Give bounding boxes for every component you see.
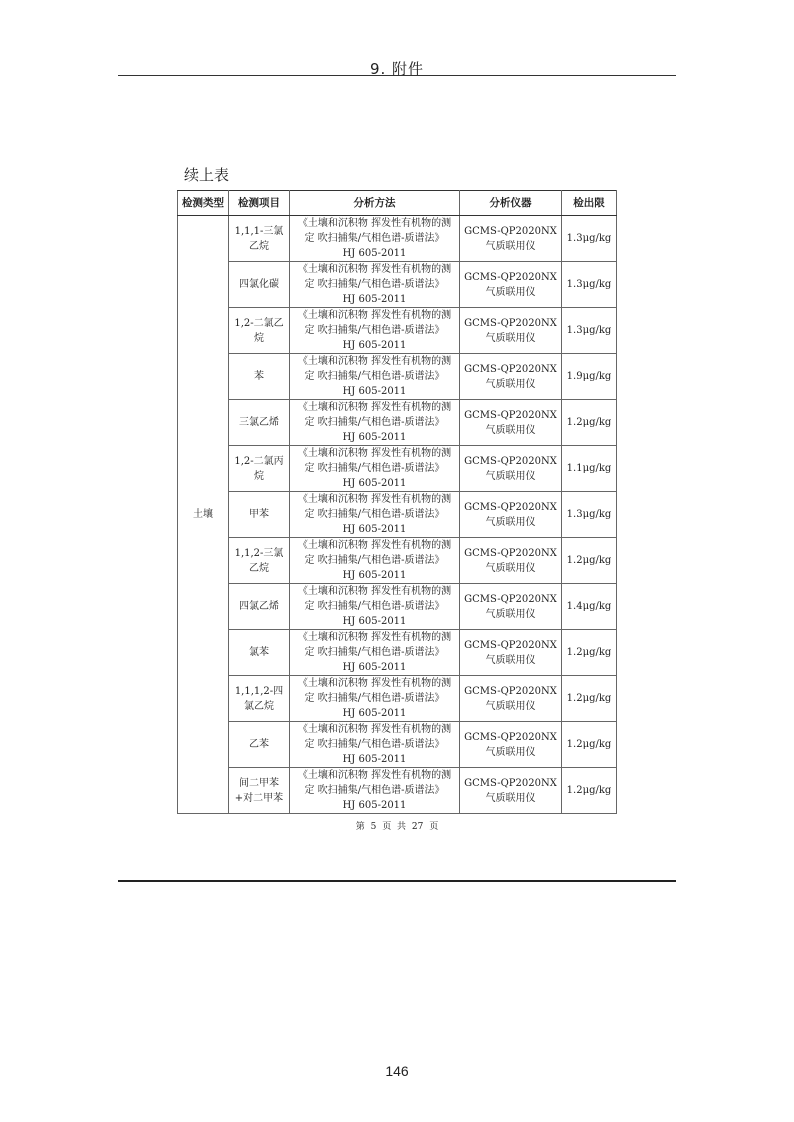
limit-cell: 1.2μg/kg (562, 630, 617, 676)
method-line: 定 吹扫捕集/气相色谱-质谱法》 (304, 325, 445, 336)
limit-cell: 1.4μg/kg (562, 584, 617, 630)
method-line: 定 吹扫捕集/气相色谱-质谱法》 (304, 371, 445, 382)
method-line: HJ 605-2011 (342, 754, 407, 765)
instrument-line: GCMS-QP2020NX (464, 547, 557, 559)
instrument-line: 气质联用仪 (485, 562, 536, 574)
limit-cell: 1.3μg/kg (562, 262, 617, 308)
method-line: HJ 605-2011 (342, 662, 407, 673)
method-line: HJ 605-2011 (342, 708, 407, 719)
instrument-line: GCMS-QP2020NX (464, 639, 557, 651)
limit-cell: 1.1μg/kg (562, 446, 617, 492)
method-line: 《土壤和沉积物 挥发性有机物的测 (297, 632, 452, 643)
method-line: 《土壤和沉积物 挥发性有机物的测 (297, 264, 452, 275)
instrument-cell (460, 400, 562, 446)
table-row (178, 630, 617, 676)
item-cell: 1,2-二氯乙烷 (229, 308, 290, 354)
instrument-cell (460, 538, 562, 584)
header-cell-limit: 检出限 (562, 191, 617, 216)
method-line: 《土壤和沉积物 挥发性有机物的测 (297, 448, 452, 459)
item-cell: 氯苯 (229, 630, 290, 676)
method-line: 《土壤和沉积物 挥发性有机物的测 (297, 724, 452, 735)
item-cell: 乙苯 (229, 722, 290, 768)
method-line: 《土壤和沉积物 挥发性有机物的测 (297, 770, 452, 781)
method-line: HJ 605-2011 (342, 248, 407, 259)
method-line: 《土壤和沉积物 挥发性有机物的测 (297, 540, 452, 551)
method-cell (290, 216, 460, 262)
limit-cell: 1.3μg/kg (562, 492, 617, 538)
instrument-line: 气质联用仪 (485, 516, 536, 528)
instrument-line: 气质联用仪 (485, 700, 536, 712)
method-cell (290, 722, 460, 768)
header-divider (118, 75, 676, 76)
method-line: HJ 605-2011 (342, 386, 407, 397)
instrument-line: GCMS-QP2020NX (464, 593, 557, 605)
limit-cell: 1.2μg/kg (562, 400, 617, 446)
method-line: HJ 605-2011 (342, 570, 407, 581)
instrument-line: GCMS-QP2020NX (464, 409, 557, 421)
footer-divider (118, 880, 676, 882)
method-line: 《土壤和沉积物 挥发性有机物的测 (297, 310, 452, 321)
limit-cell: 1.2μg/kg (562, 538, 617, 584)
method-line: 《土壤和沉积物 挥发性有机物的测 (297, 678, 452, 689)
instrument-cell (460, 492, 562, 538)
instrument-line: GCMS-QP2020NX (464, 225, 557, 237)
table-row (178, 354, 617, 400)
method-line: 定 吹扫捕集/气相色谱-质谱法》 (304, 279, 445, 290)
method-line: 《土壤和沉积物 挥发性有机物的测 (297, 356, 452, 367)
method-cell (290, 676, 460, 722)
instrument-line: 气质联用仪 (485, 286, 536, 298)
instrument-line: GCMS-QP2020NX (464, 317, 557, 329)
instrument-cell (460, 722, 562, 768)
page-number: 146 (385, 1063, 409, 1079)
header-cell-instrument: 分析仪器 (460, 191, 562, 216)
method-line: 《土壤和沉积物 挥发性有机物的测 (297, 218, 452, 229)
instrument-line: 气质联用仪 (485, 470, 536, 482)
instrument-line: GCMS-QP2020NX (464, 271, 557, 283)
table-row (178, 262, 617, 308)
method-cell (290, 584, 460, 630)
item-cell: 甲苯 (229, 492, 290, 538)
instrument-line: GCMS-QP2020NX (464, 363, 557, 375)
header-cell-item: 检测项目 (229, 191, 290, 216)
method-line: 定 吹扫捕集/气相色谱-质谱法》 (304, 463, 445, 474)
method-cell (290, 262, 460, 308)
method-line: HJ 605-2011 (342, 616, 407, 627)
item-cell: 1,1,2-三氯乙烷 (229, 538, 290, 584)
method-line: HJ 605-2011 (342, 432, 407, 443)
limit-cell: 1.2μg/kg (562, 722, 617, 768)
method-cell (290, 354, 460, 400)
table-row (178, 308, 617, 354)
item-cell: 四氯化碳 (229, 262, 290, 308)
page-header-title: 9. 附件 (369, 60, 425, 78)
table-row (178, 492, 617, 538)
limit-cell: 1.2μg/kg (562, 768, 617, 814)
method-cell (290, 446, 460, 492)
table-row (178, 584, 617, 630)
table-row (178, 676, 617, 722)
instrument-cell (460, 676, 562, 722)
method-cell (290, 538, 460, 584)
header-cell-type: 检测类型 (178, 191, 229, 216)
item-cell: 1,1,1-三氯乙烷 (229, 216, 290, 262)
method-line: 定 吹扫捕集/气相色谱-质谱法》 (304, 601, 445, 612)
item-cell: 苯 (229, 354, 290, 400)
method-line: HJ 605-2011 (342, 478, 407, 489)
method-line: 《土壤和沉积物 挥发性有机物的测 (297, 402, 452, 413)
table-row (178, 538, 617, 584)
instrument-line: GCMS-QP2020NX (464, 685, 557, 697)
instrument-cell (460, 768, 562, 814)
instrument-cell (460, 354, 562, 400)
instrument-line: 气质联用仪 (485, 240, 536, 252)
method-line: 定 吹扫捕集/气相色谱-质谱法》 (304, 785, 445, 796)
table-row (178, 722, 617, 768)
item-cell: 三氯乙烯 (229, 400, 290, 446)
table-row (178, 400, 617, 446)
method-cell (290, 400, 460, 446)
item-cell: 间二甲苯+对二甲苯 (229, 768, 290, 814)
instrument-line: 气质联用仪 (485, 424, 536, 436)
method-cell (290, 308, 460, 354)
method-cell (290, 768, 460, 814)
table-row (178, 216, 617, 262)
method-line: 定 吹扫捕集/气相色谱-质谱法》 (304, 647, 445, 658)
category-cell: 土壤 (178, 216, 229, 814)
method-line: 定 吹扫捕集/气相色谱-质谱法》 (304, 739, 445, 750)
method-line: HJ 605-2011 (342, 340, 407, 351)
item-cell: 四氯乙烯 (229, 584, 290, 630)
instrument-cell (460, 262, 562, 308)
method-line: 定 吹扫捕集/气相色谱-质谱法》 (304, 233, 445, 244)
page-indicator: 第 5 页 共 27 页 (355, 822, 439, 832)
instrument-line: GCMS-QP2020NX (464, 455, 557, 467)
method-line: 定 吹扫捕集/气相色谱-质谱法》 (304, 509, 445, 520)
instrument-line: 气质联用仪 (485, 608, 536, 620)
method-line: 定 吹扫捕集/气相色谱-质谱法》 (304, 693, 445, 704)
instrument-line: 气质联用仪 (485, 378, 536, 390)
method-line: 《土壤和沉积物 挥发性有机物的测 (297, 494, 452, 505)
table-caption: 续上表 (184, 166, 230, 184)
detection-table (177, 190, 617, 814)
item-cell: 1,2-二氯丙烷 (229, 446, 290, 492)
limit-cell: 1.2μg/kg (562, 676, 617, 722)
table-body (178, 216, 617, 814)
method-line: 《土壤和沉积物 挥发性有机物的测 (297, 586, 452, 597)
limit-cell: 1.9μg/kg (562, 354, 617, 400)
instrument-line: 气质联用仪 (485, 792, 536, 804)
table-row (178, 446, 617, 492)
limit-cell: 1.3μg/kg (562, 216, 617, 262)
method-cell (290, 630, 460, 676)
instrument-line: 气质联用仪 (485, 654, 536, 666)
instrument-cell (460, 630, 562, 676)
table-row (178, 768, 617, 814)
method-line: HJ 605-2011 (342, 294, 407, 305)
instrument-cell (460, 584, 562, 630)
method-cell (290, 492, 460, 538)
instrument-line: GCMS-QP2020NX (464, 731, 557, 743)
item-cell: 1,1,1,2-四氯乙烷 (229, 676, 290, 722)
method-line: 定 吹扫捕集/气相色谱-质谱法》 (304, 417, 445, 428)
method-line: HJ 605-2011 (342, 524, 407, 535)
instrument-line: GCMS-QP2020NX (464, 501, 557, 513)
instrument-line: 气质联用仪 (485, 746, 536, 758)
table-header-row (178, 191, 617, 216)
instrument-cell (460, 446, 562, 492)
header-cell-method: 分析方法 (290, 191, 460, 216)
limit-cell: 1.3μg/kg (562, 308, 617, 354)
instrument-line: GCMS-QP2020NX (464, 777, 557, 789)
method-line: 定 吹扫捕集/气相色谱-质谱法》 (304, 555, 445, 566)
instrument-cell (460, 216, 562, 262)
instrument-cell (460, 308, 562, 354)
method-line: HJ 605-2011 (342, 800, 407, 811)
instrument-line: 气质联用仪 (485, 332, 536, 344)
